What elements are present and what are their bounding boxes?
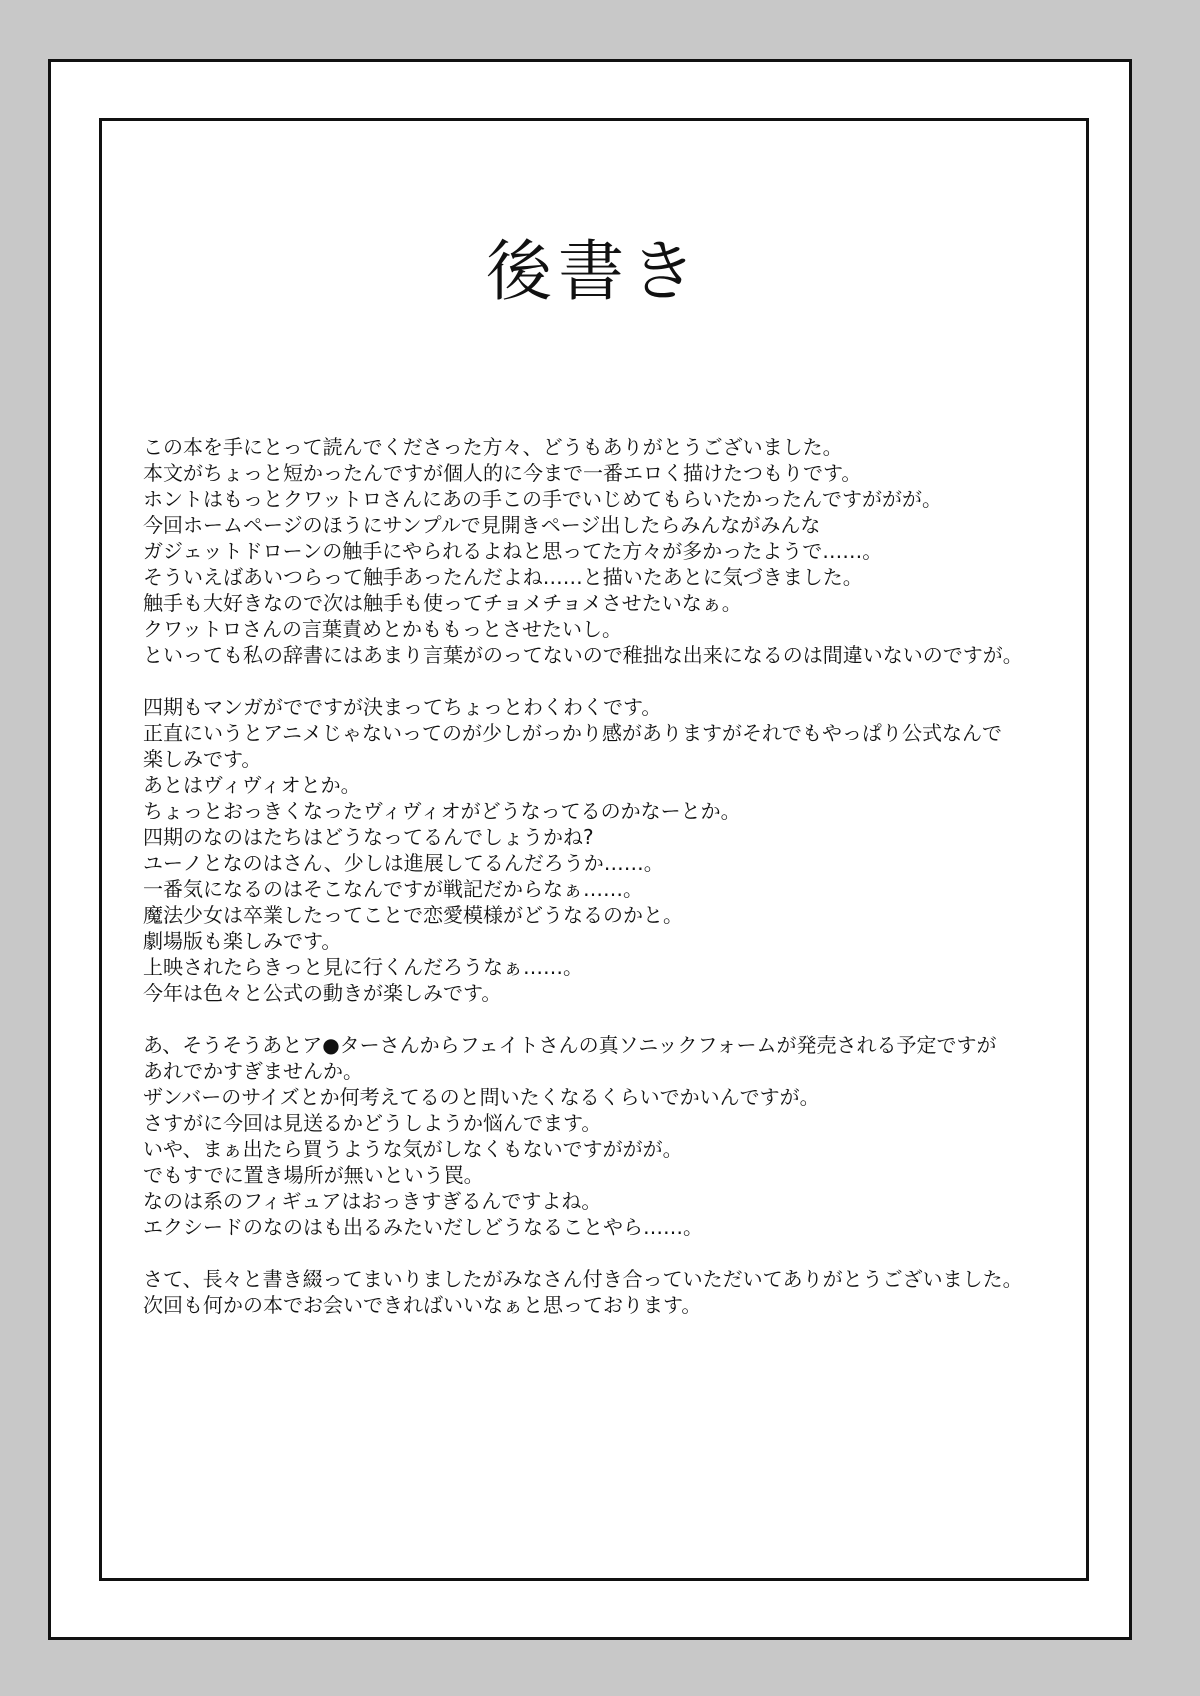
text-line: 今年は色々と公式の動きが楽しみです。 [143, 981, 502, 1005]
text-line: でもすでに置き場所が無いという罠。 [143, 1163, 484, 1187]
text-line: あ、そうそうあとア●ターさんからフェイトさんの真ソニックフォームが発売される予定ですが [143, 1033, 997, 1057]
text-line: この本を手にとって読んでくださった方々、どうもありがとうございました。 [143, 435, 843, 459]
text-line: ホントはもっとクワットロさんにあの手この手でいじめてもらいたかったんですががが。 [143, 487, 942, 511]
text-line: 今回ホームページのほうにサンプルで見開きページ出したらみんながみんな [143, 513, 821, 537]
text-line: 四期のなのはたちはどうなってるんでしょうかね? [143, 825, 594, 849]
text-line: 上映されたらきっと見に行くんだろうなぁ……。 [143, 955, 583, 979]
text-line: さて、長々と書き綴ってまいりましたがみなさん付き合っていただいてありがとうございました。 [143, 1267, 1023, 1291]
text-line: 正直にいうとアニメじゃないってのが少しがっかり感がありますがそれでもやっぱり公式なんで [143, 721, 1002, 745]
text-line: 触手も大好きなので次は触手も使ってチョメチョメさせたいなぁ。 [143, 591, 742, 615]
text-line: あとはヴィヴィオとか。 [143, 773, 361, 797]
text-line: 本文がちょっと短かったんですが個人的に今まで一番エロく描けたつもりです。 [143, 461, 862, 485]
text-line: 楽しみです。 [143, 747, 262, 771]
paragraph-2 [143, 694, 1066, 1006]
inner-text-frame [99, 118, 1089, 1581]
text-line: 四期もマンガがでですが決まってちょっとわくわくです。 [143, 695, 662, 719]
text-line: ユーノとなのはさん、少しは進展してるんだろうか……。 [143, 851, 664, 875]
text-line: ザンバーのサイズとか何考えてるのと問いたくなるくらいでかいんですが。 [143, 1085, 820, 1109]
text-line: エクシードのなのはも出るみたいだしどうなることやら……。 [143, 1215, 703, 1239]
text-line: といっても私の辞書にはあまり言葉がのってないので稚拙な出来になるのは間違いないのですが。 [143, 643, 1023, 667]
text-line: ガジェットドローンの触手にやられるよねと思ってた方々が多かったようで……。 [143, 539, 883, 563]
text-line: いや、まぁ出たら買うような気がしなくもないですががが。 [143, 1137, 683, 1161]
paragraph-3 [143, 1032, 1066, 1240]
text-line: 魔法少女は卒業したってことで恋愛模様がどうなるのかと。 [143, 903, 683, 927]
text-line: 一番気になるのはそこなんですが戦記だからなぁ……。 [143, 877, 643, 901]
paragraph-4 [143, 1266, 1066, 1318]
text-line: あれでかすぎませんか。 [143, 1059, 363, 1083]
text-line: そういえばあいつらって触手あったんだよね……と描いたあとに気づきました。 [143, 565, 863, 589]
paragraph-1 [143, 434, 1066, 668]
page-title: 後書き [486, 233, 702, 310]
text-line: さすがに今回は見送るかどうしようか悩んでます。 [143, 1111, 602, 1135]
text-line: ちょっとおっきくなったヴィヴィオがどうなってるのかなーとか。 [143, 799, 741, 823]
text-line: 次回も何かの本でお会いできればいいなぁと思っております。 [143, 1293, 702, 1317]
text-line: クワットロさんの言葉責めとかももっとさせたいし。 [143, 617, 622, 641]
text-line: 劇場版も楽しみです。 [143, 929, 342, 953]
afterword-body [143, 434, 1066, 1344]
text-line: なのは系のフィギュアはおっきすぎるんですよね。 [143, 1189, 602, 1213]
